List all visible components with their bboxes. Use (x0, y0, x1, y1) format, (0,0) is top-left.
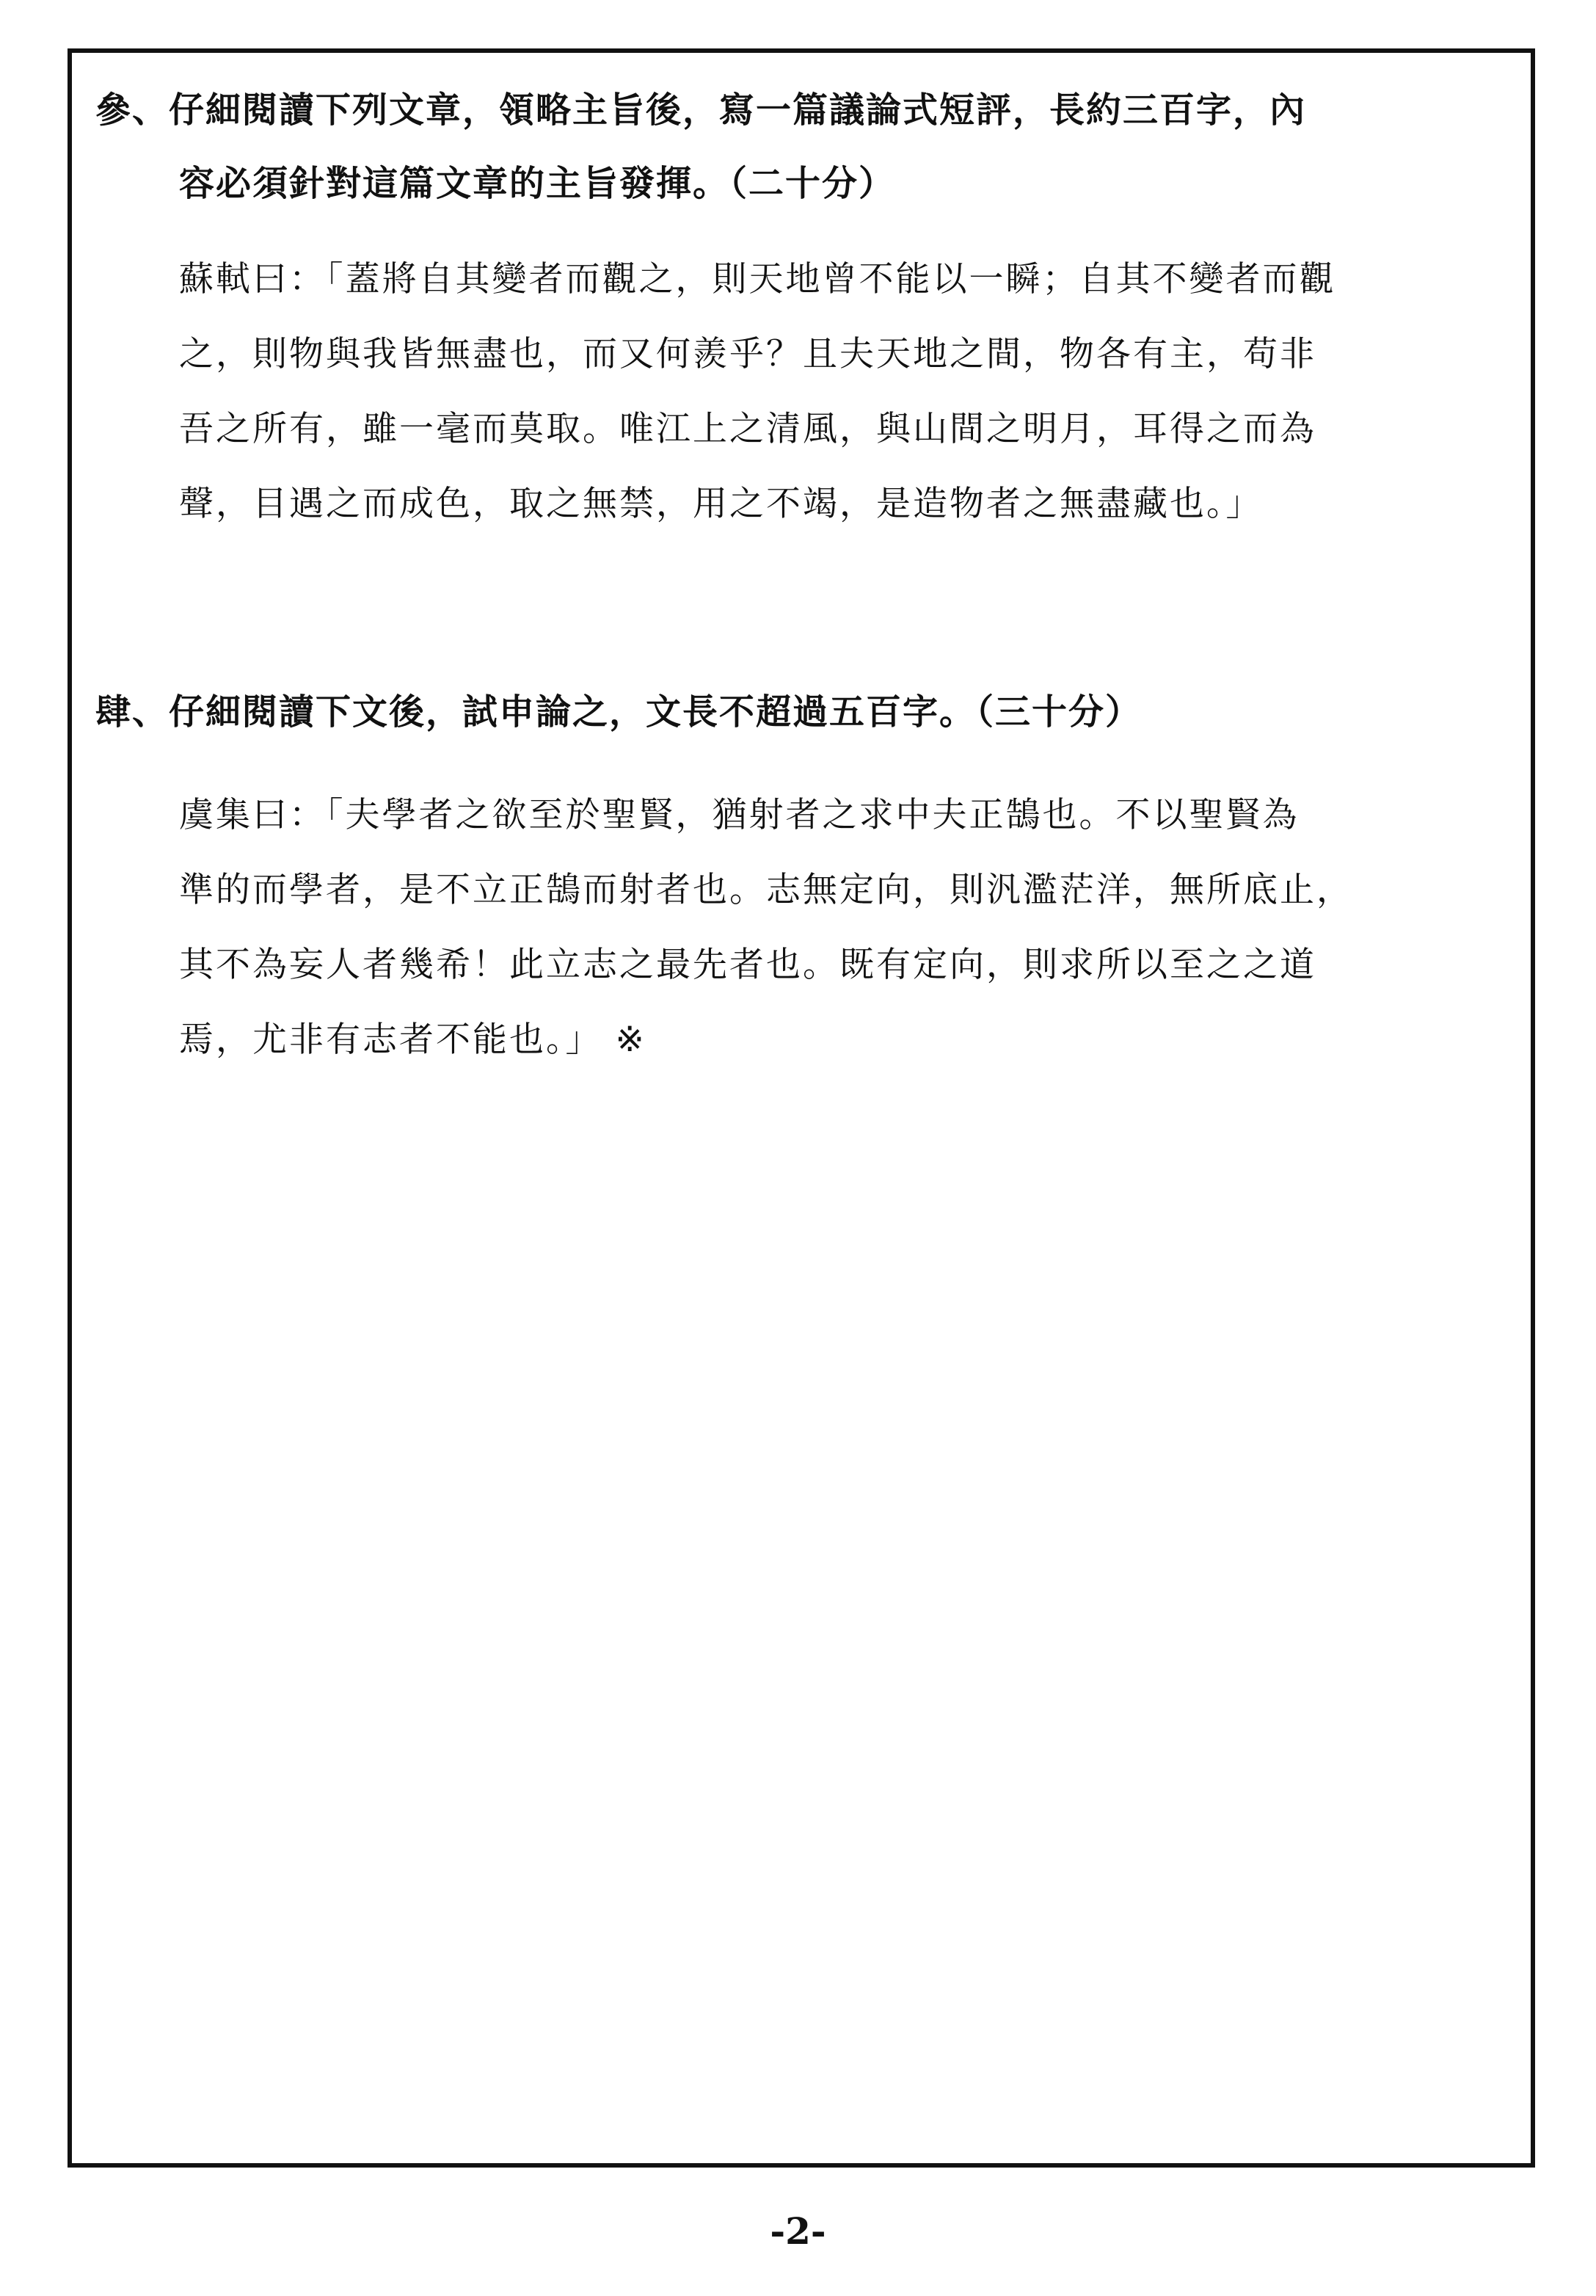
passage-line: 聲，目遇之而成色，取之無禁，用之不竭，是造物者之無盡藏也。」 (179, 484, 1263, 524)
question-4-title (95, 675, 1142, 749)
passage-line: 吾之所有，雖一毫而莫取。唯江上之清風，與山間之明月，耳得之而為 (179, 409, 1316, 449)
question-3-title-line-2: 容必須針對這篇文章的主旨發揮。（二十分） (179, 163, 896, 204)
passage-line: 虞集曰：「夫學者之欲至於聖賢，猶射者之求中夫正鵠也。不以聖賢為 (179, 795, 1300, 835)
passage-line: 準的而學者，是不立正鵠而射者也。志無定向，則汎濫茫洋，無所底止， (179, 870, 1353, 910)
passage-line: 蘇軾曰：「蓋將自其變者而觀之，則天地曾不能以一瞬；自其不變者而觀 (179, 259, 1336, 299)
question-3-passage (179, 242, 1336, 542)
passage-line: 焉，尤非有志者不能也。」 ※ (179, 1020, 646, 1060)
question-3-title-line-1: 參、仔細閱讀下列文章，領略主旨後，寫一篇議論式短評，長約三百字，內 (95, 90, 1307, 131)
question-3-title (95, 73, 1306, 220)
passage-line: 其不為妄人者幾希！此立志之最先者也。既有定向，則求所以至之之道 (179, 945, 1316, 985)
question-4-title-line-1: 肆、仔細閱讀下文後，試申論之，文長不超過五百字。（三十分） (95, 691, 1143, 733)
question-4-passage (179, 778, 1353, 1078)
page-number: -2- (770, 2209, 826, 2253)
passage-line: 之，則物與我皆無盡也，而又何羨乎？且夫天地之間，物各有主，苟非 (179, 334, 1316, 374)
